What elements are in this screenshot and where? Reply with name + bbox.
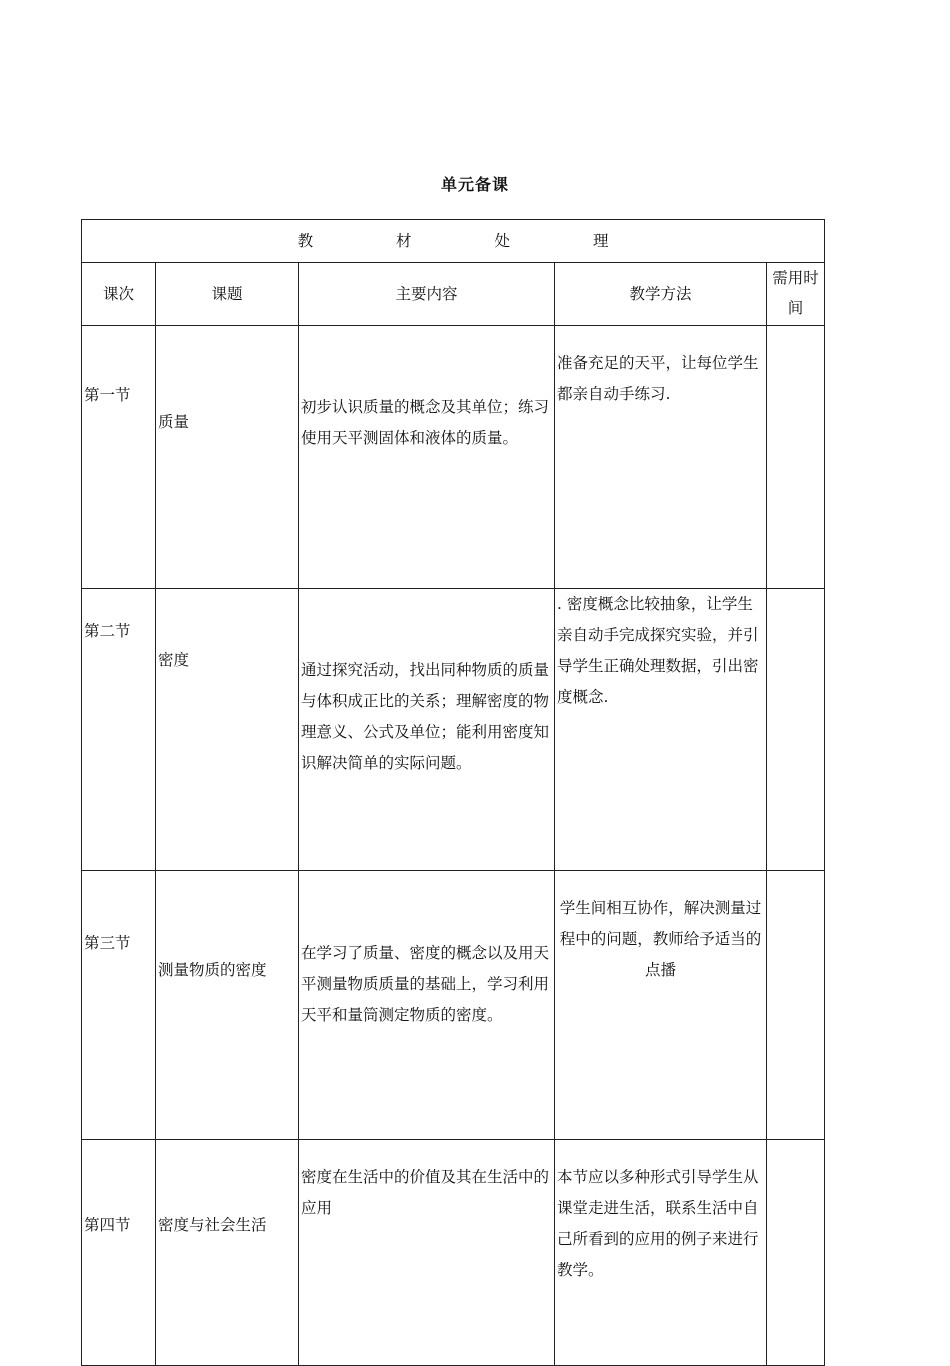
header-content: 主要内容 bbox=[299, 263, 555, 326]
banner-char: 处 bbox=[494, 231, 510, 250]
lesson-label: 第一节 bbox=[84, 386, 131, 404]
lesson-cell bbox=[82, 1140, 156, 1366]
method-text: . 密度概念比较抽象，让学生亲自动手完成探究实验，并引导学生正确处理数据，引出密度概念. bbox=[557, 595, 759, 706]
time-cell bbox=[767, 326, 825, 589]
topic-cell bbox=[156, 1140, 299, 1366]
banner-char: 材 bbox=[396, 231, 412, 250]
content-text: 初步认识质量的概念及其单位；练习使用天平测固体和液体的质量。 bbox=[301, 398, 550, 447]
topic-label: 密度与社会生活 bbox=[158, 1216, 267, 1234]
method-cell bbox=[555, 589, 767, 871]
content-cell bbox=[299, 589, 555, 871]
lesson-cell bbox=[82, 871, 156, 1140]
lesson-label: 第三节 bbox=[84, 934, 131, 952]
table-row bbox=[82, 1140, 825, 1366]
lesson-cell bbox=[82, 589, 156, 871]
content-text: 密度在生活中的价值及其在生活中的应用 bbox=[301, 1168, 550, 1217]
time-cell bbox=[767, 1140, 825, 1366]
lesson-label: 第二节 bbox=[84, 622, 131, 640]
banner-char: 教 bbox=[297, 231, 314, 250]
table-row bbox=[82, 871, 825, 1140]
content-cell bbox=[299, 326, 555, 589]
topic-label: 测量物质的密度 bbox=[158, 961, 267, 979]
page-title: 单元备课 bbox=[440, 175, 509, 194]
topic-cell bbox=[156, 871, 299, 1140]
table-row bbox=[82, 589, 825, 871]
method-text: 学生间相互协作，解决测量过程中的问题，教师给予适当的点播 bbox=[559, 899, 762, 979]
method-cell bbox=[555, 871, 767, 1140]
time-cell bbox=[767, 589, 825, 871]
method-cell bbox=[555, 1140, 767, 1366]
header-lesson: 课次 bbox=[82, 263, 156, 326]
lesson-plan-table bbox=[81, 219, 825, 1366]
header-method: 教学方法 bbox=[555, 263, 767, 326]
header-topic: 课题 bbox=[156, 263, 299, 326]
topic-cell bbox=[156, 589, 299, 871]
topic-label: 密度 bbox=[158, 651, 190, 669]
header-time: 需用时间 bbox=[767, 263, 825, 326]
banner-char: 理 bbox=[592, 231, 609, 250]
method-text: 准备充足的天平，让每位学生都亲自动手练习. bbox=[557, 354, 759, 403]
method-cell bbox=[555, 326, 767, 589]
banner-cell bbox=[82, 220, 825, 263]
content-cell bbox=[299, 871, 555, 1140]
content-cell bbox=[299, 1140, 555, 1366]
topic-label: 质量 bbox=[158, 413, 190, 431]
banner-row bbox=[82, 220, 825, 263]
lesson-label: 第四节 bbox=[84, 1216, 131, 1234]
topic-cell bbox=[156, 326, 299, 589]
header-row bbox=[82, 263, 825, 326]
table-row bbox=[82, 326, 825, 589]
method-text: 本节应以多种形式引导学生从课堂走进生活，联系生活中自己所看到的应用的例子来进行教学。 bbox=[557, 1168, 759, 1279]
time-cell bbox=[767, 871, 825, 1140]
content-text: 在学习了质量、密度的概念以及用天平测量物质质量的基础上，学习利用天平和量筒测定物质的密度。 bbox=[301, 944, 550, 1024]
lesson-cell bbox=[82, 326, 156, 589]
content-text: 通过探究活动，找出同种物质的质量与体积成正比的关系；理解密度的物理意义、公式及单位；能利用密度知识解决简单的实际问题。 bbox=[301, 661, 550, 772]
